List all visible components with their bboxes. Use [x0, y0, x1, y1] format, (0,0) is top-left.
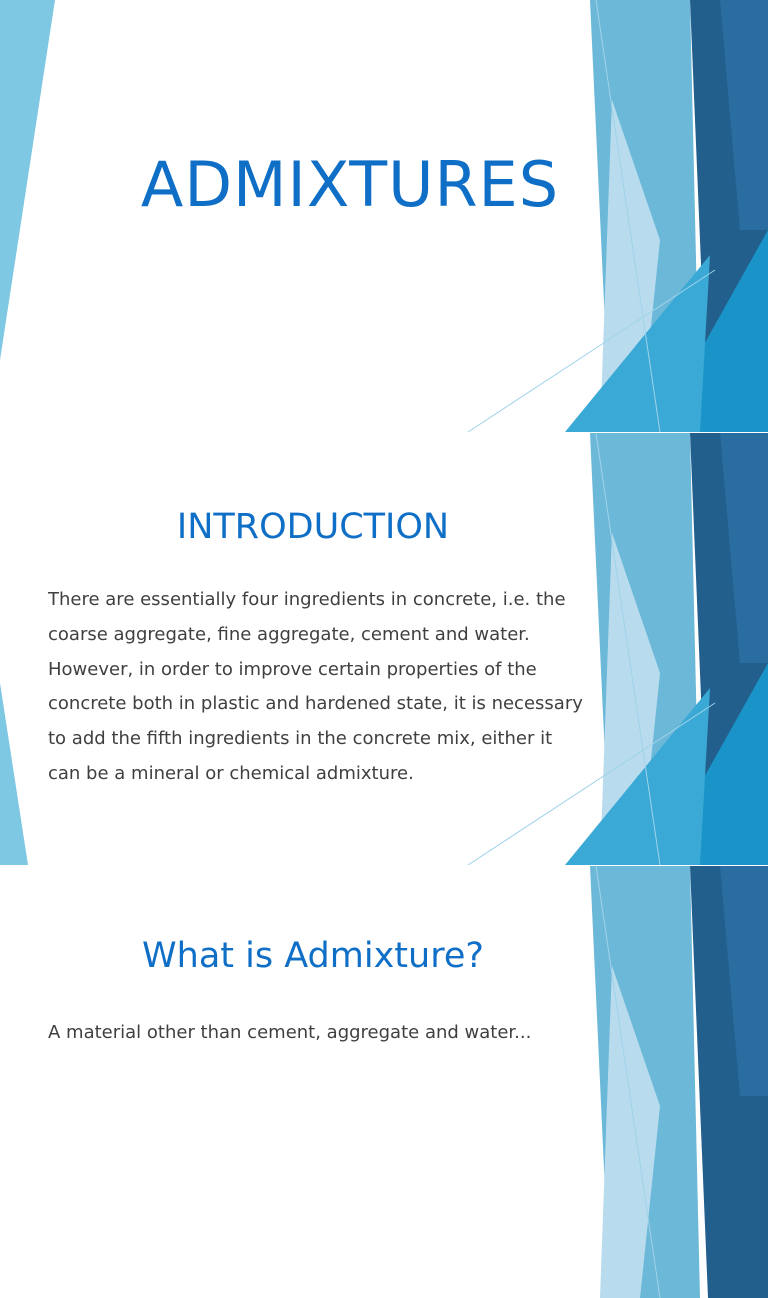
body-paragraph: There are essentially four ingredients in concrete, i.e. the coarse aggregate, fine aggregate, cement and water. However, in order to improve certain properties of the concrete both in plastic and hardened state, it is necessary to add the fifth ingredients in the concrete mix, either it can be a mineral or chemical admixture. — [48, 589, 583, 784]
section-heading: INTRODUCTION — [176, 507, 450, 547]
section-heading: What is Admixture? — [142, 936, 484, 976]
slide-title — [0, 0, 768, 432]
page-title: ADMIXTURES — [140, 148, 560, 221]
slide-introduction — [0, 433, 768, 865]
slide-decoration — [0, 866, 768, 1298]
body-paragraph: A material other than cement, aggregate and water... — [48, 1022, 532, 1043]
left-accent-shape — [0, 683, 28, 865]
slide-what-is-admixture — [0, 866, 768, 1298]
